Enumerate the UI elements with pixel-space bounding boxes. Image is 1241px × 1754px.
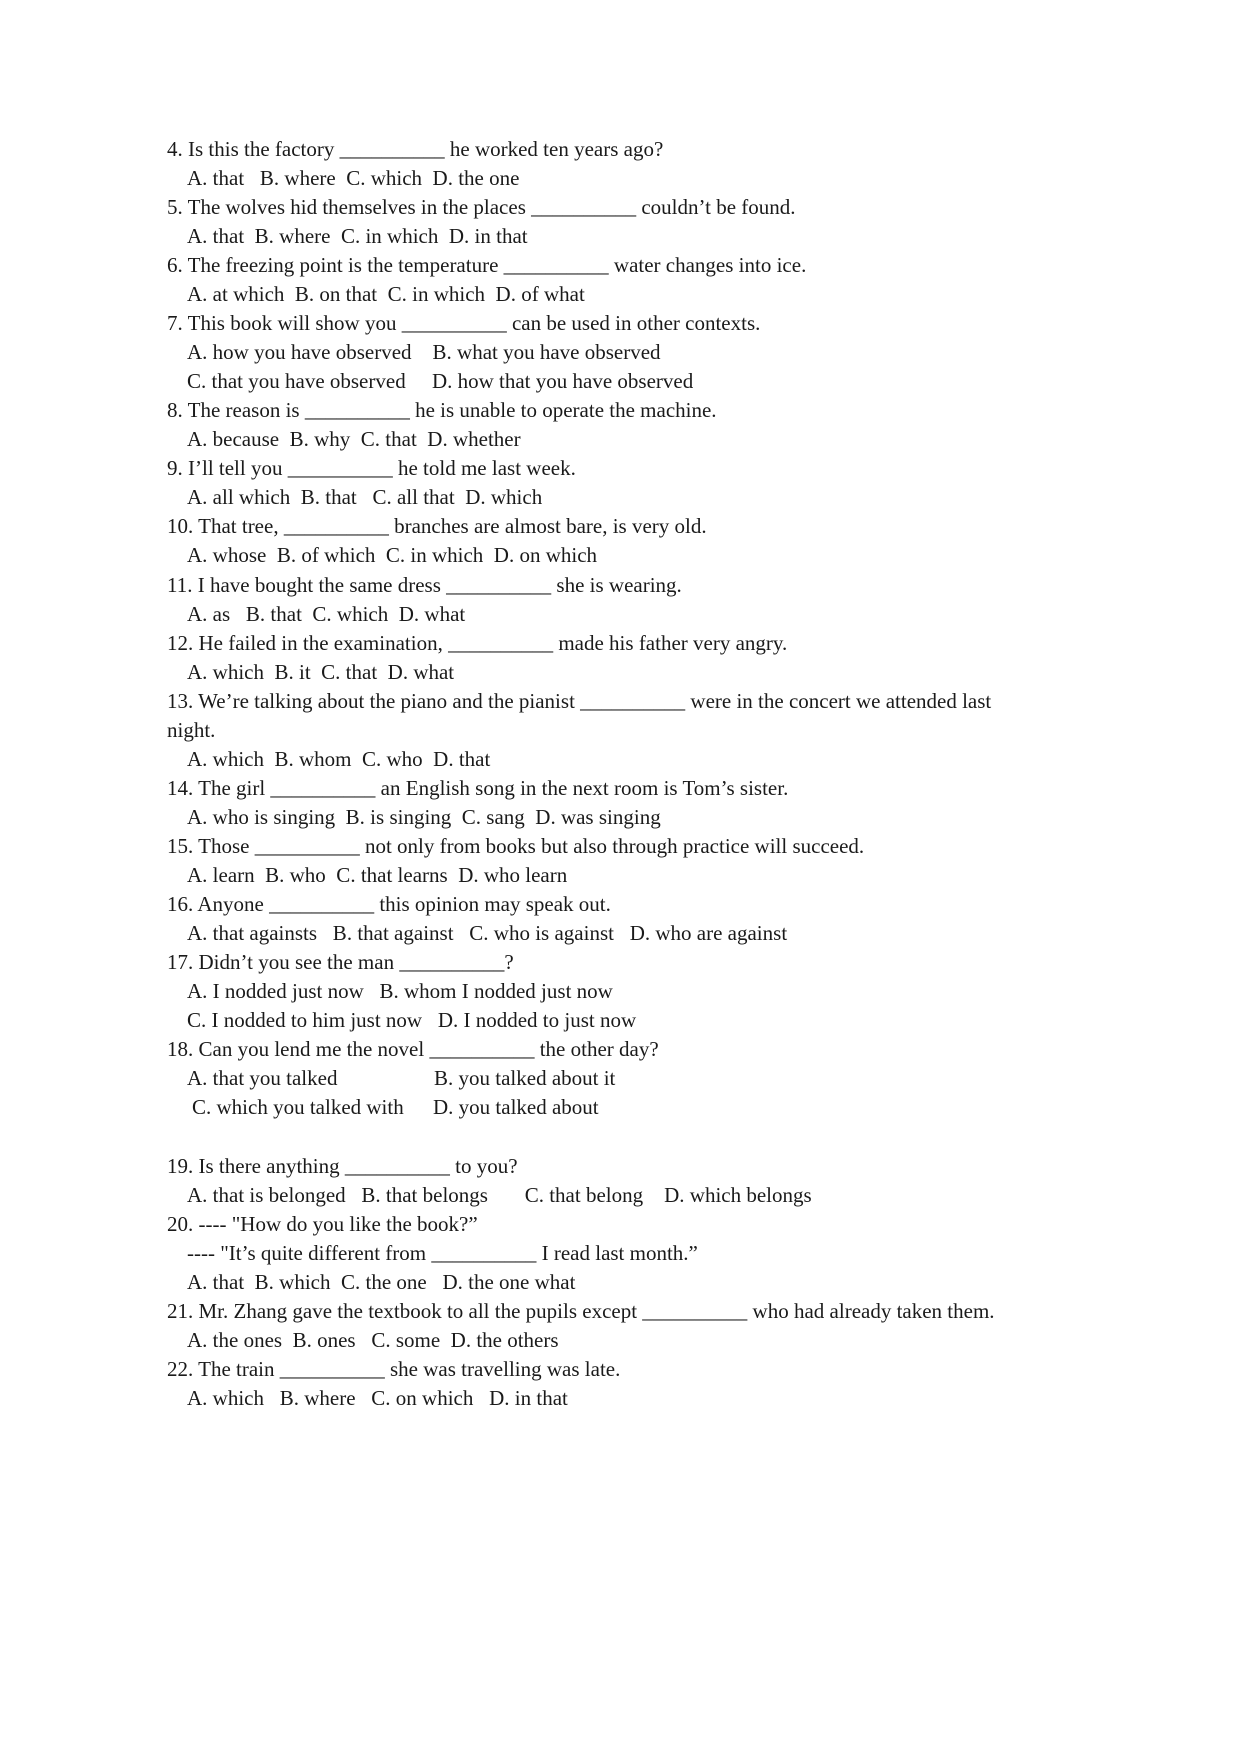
- question-5: 5. The wolves hid themselves in the places __________ couldn’t be found.: [167, 195, 796, 219]
- answer-options: A. how you have observed B. what you have observed: [187, 340, 661, 364]
- question-13: 13. We’re talking about the piano and the pianist __________ were in the concert we attended last: [167, 689, 992, 713]
- question-19: 19. Is there anything __________ to you?: [167, 1154, 518, 1178]
- question-22: 22. The train __________ she was travelling was late.: [167, 1357, 621, 1381]
- answer-options: A. learn B. who C. that learns D. who learn: [187, 863, 568, 887]
- question-12: 12. He failed in the examination, __________ made his father very angry.: [167, 631, 788, 655]
- answer-options: C. I nodded to him just now D. I nodded to just now: [187, 1008, 637, 1032]
- question-4: 4. Is this the factory __________ he worked ten years ago?: [167, 137, 664, 161]
- dialogue-line: ---- "It’s quite different from __________ I read last month.”: [187, 1241, 698, 1265]
- answer-options: A. as B. that C. which D. what: [187, 602, 466, 626]
- question-8: 8. The reason is __________ he is unable to operate the machine.: [167, 398, 717, 422]
- answer-options: A. which B. it C. that D. what: [187, 660, 455, 684]
- question-11: 11. I have bought the same dress __________ she is wearing.: [167, 573, 682, 597]
- question-14: 14. The girl __________ an English song in the next room is Tom’s sister.: [167, 776, 789, 800]
- answer-options: A. because B. why C. that D. whether: [187, 427, 521, 451]
- answer-options: A. who is singing B. is singing C. sang D. was singing: [187, 805, 661, 829]
- question-9: 9. I’ll tell you __________ he told me last week.: [167, 456, 576, 480]
- answer-options: A. I nodded just now B. whom I nodded just now: [187, 979, 613, 1003]
- answer-options: C. which you talked with: [192, 1095, 404, 1119]
- answer-options: C. that you have observed D. how that you have observed: [187, 369, 694, 393]
- question-18: 18. Can you lend me the novel __________ the other day?: [167, 1037, 659, 1061]
- question-6: 6. The freezing point is the temperature __________ water changes into ice.: [167, 253, 807, 277]
- answer-options: A. all which B. that C. all that D. which: [187, 485, 543, 509]
- answer-options: A. which B. whom C. who D. that: [187, 747, 491, 771]
- answer-options: A. that againsts B. that against C. who is against D. who are against: [187, 921, 788, 945]
- question-continuation: night.: [167, 718, 216, 742]
- question-16: 16. Anyone __________ this opinion may speak out.: [167, 892, 611, 916]
- answer-options: B. you talked about it: [434, 1066, 616, 1090]
- question-7: 7. This book will show you __________ can be used in other contexts.: [167, 311, 761, 335]
- answer-options: A. at which B. on that C. in which D. of what: [187, 282, 585, 306]
- answer-options: A. that B. where C. in which D. in that: [187, 224, 528, 248]
- answer-options: A. the ones B. ones C. some D. the others: [187, 1328, 559, 1352]
- question-10: 10. That tree, __________ branches are almost bare, is very old.: [167, 514, 707, 538]
- answer-options: A. that B. where C. which D. the one: [187, 166, 520, 190]
- question-20: 20. ---- "How do you like the book?”: [167, 1212, 478, 1236]
- answer-options: D. you talked about: [433, 1095, 599, 1119]
- question-15: 15. Those __________ not only from books but also through practice will succeed.: [167, 834, 865, 858]
- answer-options: A. that is belonged B. that belongs C. that belong D. which belongs: [187, 1183, 812, 1207]
- question-21: 21. Mr. Zhang gave the textbook to all the pupils except __________ who had already taken them.: [167, 1299, 995, 1323]
- answer-options: A. that B. which C. the one D. the one what: [187, 1270, 576, 1294]
- answer-options: A. that you talked: [187, 1066, 338, 1090]
- answer-options: A. whose B. of which C. in which D. on which: [187, 543, 598, 567]
- answer-options: A. which B. where C. on which D. in that: [187, 1386, 568, 1410]
- question-17: 17. Didn’t you see the man __________?: [167, 950, 514, 974]
